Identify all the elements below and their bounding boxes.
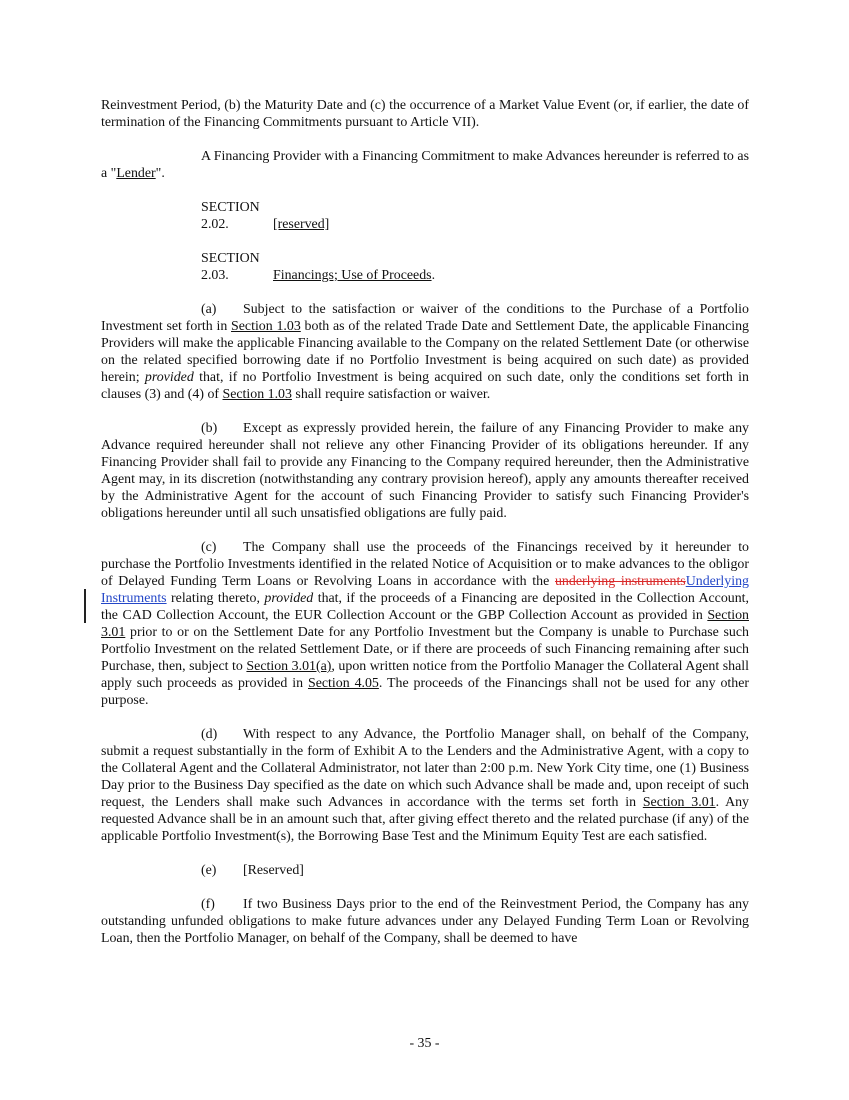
- clause-b-text: Except as expressly provided herein, the failure of any Financing Provider to make any Advance required hereunder shall not relieve any other Financing Provider of its obligations hereunder. If any Financing Provider shall fail to provide any Financing to the Company required hereunder, then the Administrative Agent may, in its discretion (notwithstanding any contrary provision hereof), apply any amounts thereafter received by the Administrative Agent for the account of such Financing Provider to satisfy such Financing Provider's obligations hereunder until all such unsatisfied obligations are fully paid.: [101, 421, 749, 521]
- section-reference: Section 3.01: [642, 795, 716, 810]
- section-2-03-heading: [101, 250, 749, 284]
- lender-text-pre: A Financing Provider with a Financing Commitment to make Advances hereunder is referred to as a ": [101, 149, 749, 181]
- clause-d-label: (d): [201, 727, 218, 742]
- section-reference: Section 3.01: [101, 608, 749, 640]
- section-2-03-number: SECTION 2.03.: [201, 251, 260, 283]
- clause-e-label: (e): [201, 863, 217, 878]
- document-body: [101, 97, 749, 947]
- section-reference: Section 3.01(a): [246, 659, 332, 674]
- section-2-02-heading: [101, 199, 749, 233]
- clause-d-paragraph: [101, 726, 749, 845]
- clause-c-text-3: that, if the proceeds of a Financing are deposited in the Collection Account, the CAD Collection Account, the EUR Collection Account or the GBP Collection Account as provided in: [101, 591, 750, 623]
- clause-d-text-2: . Any requested Advance shall be in an amount such that, after giving effect thereto and the related purchase (if any) of the applicable Portfolio Investment(s), the Borrowing Base Test and the Minimum Equity Test are each satisfied.: [101, 795, 750, 844]
- section-reference: Section 1.03: [231, 319, 301, 334]
- clause-d-text-1: With respect to any Advance, the Portfolio Manager shall, on behalf of the Company, submit a request substantially in the form of Exhibit A to the Lenders and the Administrative Agent, with a copy to the Collateral Agent and the Collateral Administrator, not later than 2:00 p.m. New York City time, one (1) Business Day prior to the Business Day specified as the date on which such Advance shall be made and, upon receipt of such request, the Lenders shall make such Advances in accordance with the terms set forth in: [101, 727, 749, 810]
- clause-a-label: (a): [201, 302, 217, 317]
- section-2-02-title: [reserved]: [273, 217, 330, 232]
- clause-a-text-3: that, if no Portfolio Investment is being acquired on such date, only the conditions set forth in clauses (3) and (4) of: [101, 370, 749, 402]
- clause-a-text-4: shall require satisfaction or waiver.: [291, 387, 491, 402]
- inserted-text: Underlying Instruments: [101, 574, 749, 606]
- provided-term: provided: [144, 370, 194, 385]
- clause-a-paragraph: [101, 301, 749, 403]
- clause-f-text: If two Business Days prior to the end of the Reinvestment Period, the Company has any outstanding unfunded obligations to make future advances under any Delayed Funding Term Loan or Revolving Loan, then the Portfolio Manager, on behalf of the Company, shall be deemed to have: [101, 897, 749, 946]
- section-2-03-period: .: [431, 268, 436, 283]
- clause-c-text-6: . The proceeds of the Financings shall not be used for any other purpose.: [101, 676, 749, 708]
- clause-e-paragraph: [101, 862, 749, 879]
- clause-b-label: (b): [201, 421, 218, 436]
- clause-c-text-4: prior to or on the Settlement Date for any Portfolio Investment but the Company is unable to Purchase such Portfolio Investment on the related Settlement Date, or if there are proceeds of such Financing remaining after such Purchase, then, subject to: [101, 625, 749, 674]
- deleted-text: underlying instruments: [554, 574, 686, 589]
- clause-a-text-2: both as of the related Trade Date and Settlement Date, the applicable Financing Providers will make the applicable Financing available to the Company on the related Settlement Date (or otherwise on the related specified borrowing date if no Portfolio Investment is being acquired on such date) as provided herein;: [101, 319, 749, 385]
- section-2-03-title: Financings; Use of Proceeds: [273, 268, 432, 283]
- page-number: - 35 -: [409, 1036, 440, 1051]
- revision-change-bar: [84, 589, 86, 623]
- section-reference: Section 4.05: [307, 676, 379, 691]
- clause-e-text: [Reserved]: [243, 863, 304, 878]
- clause-c-text-1: The Company shall use the proceeds of the Financings received by it hereunder to purchase the Portfolio Investments identified in the related Notice of Acquisition or to make advances to the obligor of Delayed Funding Term Loans or Revolving Loans in accordance with the: [101, 540, 749, 589]
- provided-term: provided: [264, 591, 314, 606]
- clause-b-paragraph: [101, 420, 749, 522]
- lender-defined-term: Lender: [116, 166, 156, 181]
- clause-a-text-1: Subject to the satisfaction or waiver of the conditions to the Purchase of a Portfolio Investment set forth in: [101, 302, 749, 334]
- clause-f-paragraph: [101, 896, 749, 947]
- clause-c-paragraph: [101, 539, 749, 709]
- clause-c-label: (c): [201, 540, 217, 555]
- clause-c-text-5: , upon written notice from the Portfolio Manager the Collateral Agent shall apply such proceeds as provided in: [101, 659, 750, 691]
- section-reference: Section 1.03: [222, 387, 292, 402]
- intro-paragraph: Reinvestment Period, (b) the Maturity Date and (c) the occurrence of a Market Value Event (or, if earlier, the date of termination of the Financing Commitments pursuant to Article VII).: [101, 98, 749, 130]
- clause-f-label: (f): [201, 897, 215, 912]
- lender-text-post: ".: [155, 166, 165, 181]
- clause-c-text-2: relating thereto,: [166, 591, 265, 606]
- section-2-02-number: SECTION 2.02.: [201, 200, 260, 232]
- lender-definition-paragraph: [101, 148, 749, 182]
